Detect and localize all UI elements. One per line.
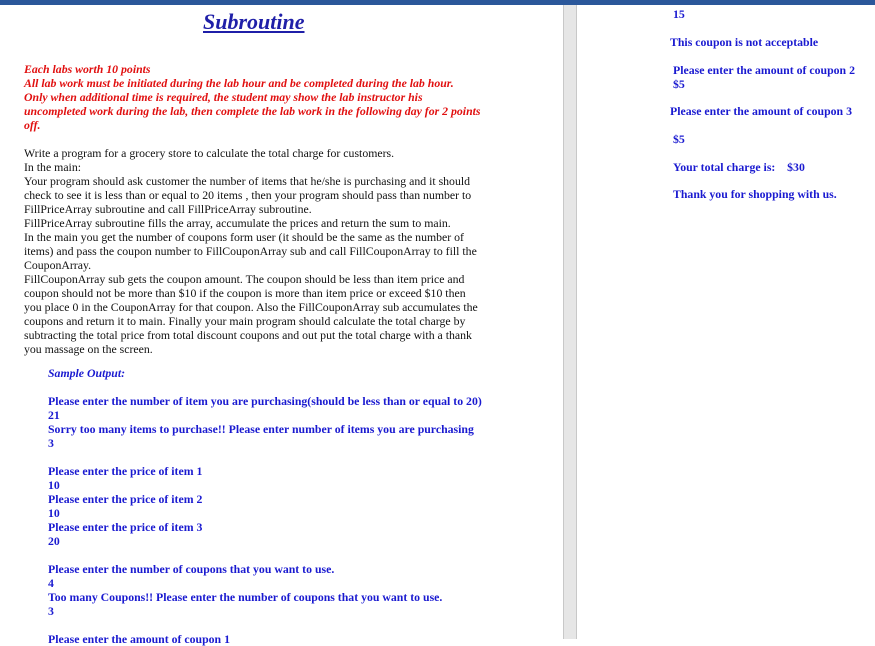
body-line: CouponArray. [24,258,92,272]
body-line: Your program should ask customer the number of items that he/she is purchasing and it should [24,174,471,188]
right-output-line: Please enter the amount of coupon 2 [673,63,855,77]
right-output-line: Please enter the amount of coupon 3 [670,104,852,118]
sample-gap [48,450,508,464]
body-line: In the main: [24,160,82,174]
sample-line: Too many Coupons!! Please enter the number of coupons that you want to use. [48,590,443,604]
sample-line: Sorry too many items to purchase!! Please enter number of items you are purchasing [48,422,474,436]
document-page-right[interactable] [577,5,875,639]
sample-output-heading: Sample Output: [48,366,126,380]
body-line: Write a program for a grocery store to calculate the total charge for customers. [24,146,395,160]
body-line: subtracting the total price from total discount coupons and out put the total charge with a thank [24,328,472,342]
rule-line: Only when additional time is required, the student may show the lab instructor his [24,90,423,104]
total-charge-value: $30 [787,160,805,174]
body-line: you massage on the screen. [24,342,153,356]
right-output-line: $5 [673,77,685,91]
rule-line: uncompleted work during the lab, then complete the lab work in the following day for 2 points [24,104,481,118]
body-line: FillPriceArray subroutine and call FillPriceArray subroutine. [24,202,312,216]
sample-gap [48,618,508,632]
body-line: coupons and return it to main. Finally your main program should calculate the total charge by [24,314,466,328]
sample-line: Please enter the price of item 2 [48,492,203,506]
sample-line: 4 [48,576,54,590]
body-line: coupon should not be more than $10 if the coupon is more than item price or exceed $10 then [24,286,466,300]
sample-line-with-cursor[interactable] [48,632,508,646]
sample-gap [48,548,508,562]
sample-line: 3 [48,436,54,450]
sample-line: 3 [48,604,54,618]
page-gutter [563,5,577,639]
lab-rules [24,62,504,132]
rule-line: All lab work must be initiated during the lab hour and be completed during the lab hour. [24,76,454,90]
body-line: you place 0 in the CouponArray for that coupon. Also the FillCouponArray sub accumulates the [24,300,478,314]
right-output-total [673,160,805,174]
body-line: items) and pass the coupon number to FillCouponArray sub and call FillCouponArray to fill the [24,244,477,258]
sample-line: 21 [48,408,60,422]
sample-line: Please enter the price of item 3 [48,520,203,534]
page-title: Subroutine [203,9,305,34]
right-output-line: $5 [673,132,685,146]
sample-line: Please enter the number of item you are purchasing(should be less than or equal to 20) [48,394,482,408]
sample-line: Please enter the amount of coupon 1 [48,632,230,646]
right-output-line: Thank you for shopping with us. [673,187,837,201]
total-charge-label: Your total charge is: [673,160,776,174]
assignment-description [24,146,499,356]
sample-output [48,366,508,646]
body-line: check to see it is less than or equal to 20 items , then your program should pass than number to [24,188,472,202]
sample-line: Please enter the number of coupons that you want to use. [48,562,335,576]
body-line: FillPriceArray subroutine fills the array, accumulate the prices and return the sum to main. [24,216,451,230]
sample-line: 10 [48,506,60,520]
sample-line: Please enter the price of item 1 [48,464,203,478]
body-line: FillCouponArray sub gets the coupon amount. The coupon should be less than item price and [24,272,465,286]
sample-line: 20 [48,534,60,548]
right-output-line: 15 [673,7,685,21]
sample-line: 10 [48,478,60,492]
rule-line: off. [24,118,41,132]
rule-line: Each labs worth 10 points [24,62,151,76]
body-line: In the main you get the number of coupons form user (it should be the same as the number of [24,230,464,244]
right-output-line: This coupon is not acceptable [670,35,819,49]
sample-gap [48,380,508,394]
